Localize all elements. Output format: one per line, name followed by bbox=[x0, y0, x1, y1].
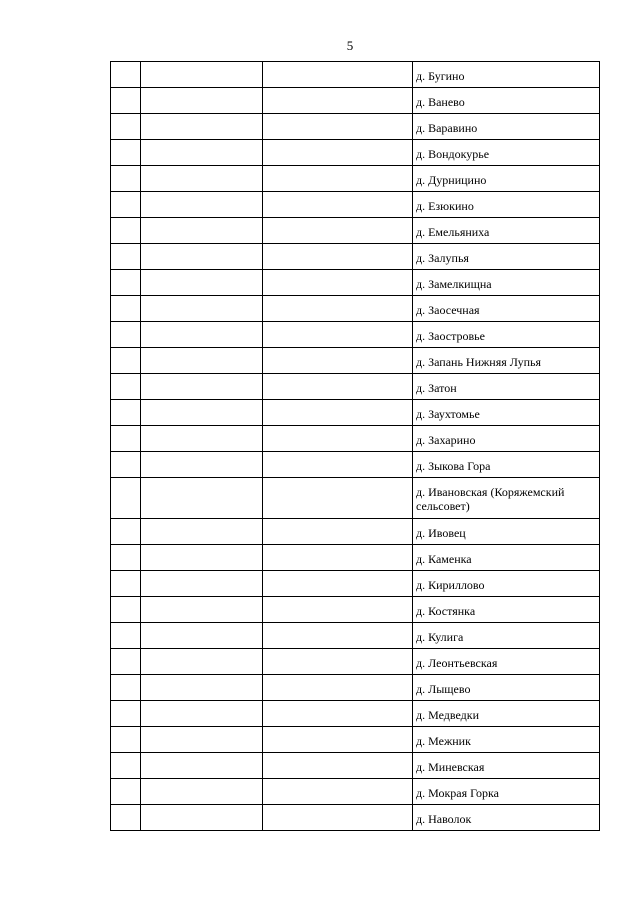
settlement-name: д. Захарино bbox=[413, 426, 600, 452]
district-cell bbox=[141, 192, 263, 218]
index-cell bbox=[111, 140, 141, 166]
table-row bbox=[111, 140, 600, 166]
district-cell bbox=[141, 244, 263, 270]
table-row bbox=[111, 805, 600, 831]
settlement-name: д. Залупья bbox=[413, 244, 600, 270]
table-row bbox=[111, 62, 600, 88]
table-row bbox=[111, 88, 600, 114]
settlement-name: д. Заосечная bbox=[413, 296, 600, 322]
index-cell bbox=[111, 400, 141, 426]
settlement-name: д. Емельяниха bbox=[413, 218, 600, 244]
district-cell bbox=[141, 166, 263, 192]
municipality-cell bbox=[263, 192, 413, 218]
municipality-cell bbox=[263, 140, 413, 166]
settlement-name: д. Замелкищна bbox=[413, 270, 600, 296]
index-cell bbox=[111, 270, 141, 296]
table-row bbox=[111, 753, 600, 779]
index-cell bbox=[111, 675, 141, 701]
settlement-name: д. Варавино bbox=[413, 114, 600, 140]
district-cell bbox=[141, 62, 263, 88]
district-cell bbox=[141, 400, 263, 426]
district-cell bbox=[141, 675, 263, 701]
municipality-cell bbox=[263, 426, 413, 452]
settlement-name: д. Ванево bbox=[413, 88, 600, 114]
district-cell bbox=[141, 753, 263, 779]
municipality-cell bbox=[263, 270, 413, 296]
settlement-name: д. Запань Нижняя Лупья bbox=[413, 348, 600, 374]
settlement-name: д. Ивовец bbox=[413, 519, 600, 545]
table-row bbox=[111, 270, 600, 296]
index-cell bbox=[111, 244, 141, 270]
table-row bbox=[111, 649, 600, 675]
district-cell bbox=[141, 701, 263, 727]
district-cell bbox=[141, 140, 263, 166]
table-row bbox=[111, 597, 600, 623]
settlement-name: д. Езюкино bbox=[413, 192, 600, 218]
table-row bbox=[111, 400, 600, 426]
municipality-cell bbox=[263, 701, 413, 727]
table-row bbox=[111, 701, 600, 727]
settlement-name: д. Вондокурье bbox=[413, 140, 600, 166]
municipality-cell bbox=[263, 805, 413, 831]
index-cell bbox=[111, 114, 141, 140]
index-cell bbox=[111, 452, 141, 478]
district-cell bbox=[141, 623, 263, 649]
index-cell bbox=[111, 374, 141, 400]
municipality-cell bbox=[263, 571, 413, 597]
table-row bbox=[111, 675, 600, 701]
municipality-cell bbox=[263, 114, 413, 140]
table-row bbox=[111, 478, 600, 519]
index-cell bbox=[111, 753, 141, 779]
table-row bbox=[111, 779, 600, 805]
settlement-name: д. Кулига bbox=[413, 623, 600, 649]
settlement-name: д. Затон bbox=[413, 374, 600, 400]
settlement-name: д. Заостровье bbox=[413, 322, 600, 348]
municipality-cell bbox=[263, 218, 413, 244]
district-cell bbox=[141, 452, 263, 478]
municipality-cell bbox=[263, 62, 413, 88]
index-cell bbox=[111, 779, 141, 805]
municipality-cell bbox=[263, 478, 413, 519]
settlement-name: д. Медведки bbox=[413, 701, 600, 727]
index-cell bbox=[111, 348, 141, 374]
table-row bbox=[111, 571, 600, 597]
settlement-name: д. Заухтомье bbox=[413, 400, 600, 426]
index-cell bbox=[111, 545, 141, 571]
table-row bbox=[111, 244, 600, 270]
municipality-cell bbox=[263, 675, 413, 701]
district-cell bbox=[141, 114, 263, 140]
municipality-cell bbox=[263, 88, 413, 114]
settlement-name: д. Лыщево bbox=[413, 675, 600, 701]
settlement-name: д. Миневская bbox=[413, 753, 600, 779]
settlements-table bbox=[110, 61, 600, 831]
settlement-name: д. Зыкова Гора bbox=[413, 452, 600, 478]
settlement-name: д. Мокрая Горка bbox=[413, 779, 600, 805]
table-row bbox=[111, 218, 600, 244]
municipality-cell bbox=[263, 753, 413, 779]
municipality-cell bbox=[263, 296, 413, 322]
page-number: 5 bbox=[346, 38, 354, 53]
district-cell bbox=[141, 545, 263, 571]
municipality-cell bbox=[263, 348, 413, 374]
municipality-cell bbox=[263, 374, 413, 400]
municipality-cell bbox=[263, 623, 413, 649]
municipality-cell bbox=[263, 166, 413, 192]
municipality-cell bbox=[263, 545, 413, 571]
district-cell bbox=[141, 478, 263, 519]
district-cell bbox=[141, 597, 263, 623]
settlements-table-body bbox=[111, 62, 600, 831]
district-cell bbox=[141, 296, 263, 322]
index-cell bbox=[111, 701, 141, 727]
index-cell bbox=[111, 218, 141, 244]
index-cell bbox=[111, 571, 141, 597]
index-cell bbox=[111, 727, 141, 753]
municipality-cell bbox=[263, 519, 413, 545]
district-cell bbox=[141, 218, 263, 244]
municipality-cell bbox=[263, 322, 413, 348]
table-row bbox=[111, 545, 600, 571]
district-cell bbox=[141, 270, 263, 296]
table-row bbox=[111, 374, 600, 400]
index-cell bbox=[111, 322, 141, 348]
municipality-cell bbox=[263, 779, 413, 805]
index-cell bbox=[111, 623, 141, 649]
district-cell bbox=[141, 519, 263, 545]
table-row bbox=[111, 519, 600, 545]
district-cell bbox=[141, 374, 263, 400]
district-cell bbox=[141, 88, 263, 114]
table-row bbox=[111, 426, 600, 452]
table-row bbox=[111, 114, 600, 140]
municipality-cell bbox=[263, 597, 413, 623]
municipality-cell bbox=[263, 727, 413, 753]
table-row bbox=[111, 192, 600, 218]
district-cell bbox=[141, 322, 263, 348]
index-cell bbox=[111, 805, 141, 831]
index-cell bbox=[111, 88, 141, 114]
district-cell bbox=[141, 779, 263, 805]
index-cell bbox=[111, 649, 141, 675]
table-row bbox=[111, 727, 600, 753]
index-cell bbox=[111, 519, 141, 545]
district-cell bbox=[141, 348, 263, 374]
settlement-name: д. Дурницино bbox=[413, 166, 600, 192]
district-cell bbox=[141, 727, 263, 753]
district-cell bbox=[141, 805, 263, 831]
table-row bbox=[111, 166, 600, 192]
settlement-name: д. Каменка bbox=[413, 545, 600, 571]
settlement-name: д. Леонтьевская bbox=[413, 649, 600, 675]
index-cell bbox=[111, 192, 141, 218]
settlement-name: д. Наволок bbox=[413, 805, 600, 831]
index-cell bbox=[111, 426, 141, 452]
district-cell bbox=[141, 571, 263, 597]
settlement-name: д. Бугино bbox=[413, 62, 600, 88]
municipality-cell bbox=[263, 400, 413, 426]
district-cell bbox=[141, 426, 263, 452]
table-row bbox=[111, 322, 600, 348]
municipality-cell bbox=[263, 452, 413, 478]
index-cell bbox=[111, 597, 141, 623]
settlement-name: д. Кириллово bbox=[413, 571, 600, 597]
index-cell bbox=[111, 166, 141, 192]
index-cell bbox=[111, 478, 141, 519]
settlement-name: д. Ивановская (Коряжемский сельсовет) bbox=[413, 478, 600, 519]
index-cell bbox=[111, 62, 141, 88]
district-cell bbox=[141, 649, 263, 675]
settlement-name: д. Костянка bbox=[413, 597, 600, 623]
settlement-name: д. Межник bbox=[413, 727, 600, 753]
table-row bbox=[111, 452, 600, 478]
table-row bbox=[111, 348, 600, 374]
index-cell bbox=[111, 296, 141, 322]
table-row bbox=[111, 296, 600, 322]
table-row bbox=[111, 623, 600, 649]
municipality-cell bbox=[263, 244, 413, 270]
municipality-cell bbox=[263, 649, 413, 675]
